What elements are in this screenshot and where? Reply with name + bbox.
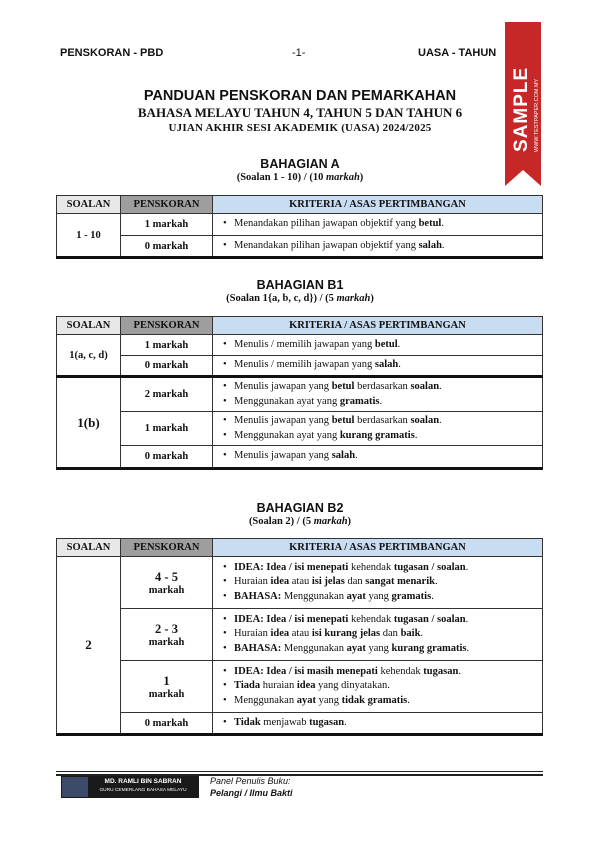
panel-label: Panel Penulis Buku: xyxy=(210,776,291,786)
col-penskoran: PENSKORAN xyxy=(121,196,213,214)
col-kriteria: KRITERIA / ASAS PERTIMBANGAN xyxy=(213,317,543,335)
title-line-2: BAHASA MELAYU TAHUN 4, TAHUN 5 DAN TAHUN 6 xyxy=(137,105,463,120)
mark-cell: 2 markah xyxy=(121,377,213,412)
mark-cell: 1 markah xyxy=(121,661,213,713)
soalan-cell: 1(b) xyxy=(57,377,121,469)
mark-cell: 1 markah xyxy=(121,335,213,356)
sample-label: SAMPLE xyxy=(511,66,532,152)
col-penskoran: PENSKORAN xyxy=(121,317,213,335)
header-right: UASA - TAHUN xyxy=(418,47,497,59)
criteria-cell: • Menulis jawapan yang betul berdasarkan soalan. • Menggunakan ayat yang gramatis. xyxy=(213,377,543,412)
document-title xyxy=(60,88,540,134)
title-line-1: PANDUAN PENSKORAN DAN PEMARKAHAN xyxy=(143,88,457,104)
page-number: -1- xyxy=(292,47,306,59)
col-kriteria: KRITERIA / ASAS PERTIMBANGAN xyxy=(213,539,543,557)
sample-url: WWW.TESTPAPER.COM.MY xyxy=(534,78,540,152)
mark-cell: 1 markah xyxy=(121,214,213,236)
section-a-table xyxy=(56,195,543,259)
soalan-cell: 1 - 10 xyxy=(57,214,121,258)
col-soalan: SOALAN xyxy=(57,196,121,214)
section-b1-heading xyxy=(60,278,540,304)
criteria-cell: • IDEA: Idea / isi menepati kehendak tugasan / soalan. • Huraian idea atau isi kurang jelas dan baik. • BAHASA: Menggunakan ayat yang kurang gramatis. xyxy=(213,609,543,661)
page-header xyxy=(60,47,560,63)
soalan-cell: 1(a, c, d) xyxy=(57,335,121,377)
author-photo xyxy=(62,777,88,797)
section-b1-title: BAHAGIAN B1 xyxy=(256,278,344,292)
col-kriteria: KRITERIA / ASAS PERTIMBANGAN xyxy=(213,196,543,214)
mark-cell: 1 markah xyxy=(121,412,213,446)
section-b2-title: BAHAGIAN B2 xyxy=(256,501,344,515)
section-b1-subtitle: (Soalan 1{a, b, c, d}) / (5 markah) xyxy=(226,293,374,304)
criteria-cell: • Tidak menjawab tugasan. xyxy=(213,713,543,735)
criteria-cell: • Menulis / memilih jawapan yang salah. xyxy=(213,356,543,377)
soalan-cell: 2 xyxy=(57,557,121,735)
criteria-cell: • Menulis jawapan yang salah. xyxy=(213,446,543,469)
section-b2-table xyxy=(56,538,543,736)
panel-value: Pelangi / Ilmu Bakti xyxy=(210,788,293,798)
section-b2-subtitle: (Soalan 2) / (5 markah) xyxy=(248,516,352,527)
header-left: PENSKORAN - PBD xyxy=(60,47,164,59)
mark-cell: 0 markah xyxy=(121,356,213,377)
section-b1-table xyxy=(56,316,543,470)
criteria-cell: • Menulis / memilih jawapan yang betul. xyxy=(213,335,543,356)
footer-divider xyxy=(56,771,543,772)
col-soalan: SOALAN xyxy=(57,317,121,335)
mark-cell: 4 - 5 markah xyxy=(121,557,213,609)
criteria-cell: • Menulis jawapan yang betul berdasarkan soalan. • Menggunakan ayat yang kurang gramatis. xyxy=(213,412,543,446)
criteria-cell: • Menandakan pilihan jawapan objektif yang betul. xyxy=(213,214,543,236)
author-title: GURU CEMERLANG BAHASA MELAYU xyxy=(99,788,187,793)
criteria-cell: • IDEA: Idea / isi masih menepati kehendak tugasan. • Tiada huraian idea yang dinyatakan. • Menggunakan ayat yang tidak gramatis. xyxy=(213,661,543,713)
title-line-3: UJIAN AKHIR SESI AKADEMIK (UASA) 2024/2025 xyxy=(168,122,432,134)
mark-cell: 0 markah xyxy=(121,713,213,735)
panel-info xyxy=(210,776,293,798)
mark-cell: 0 markah xyxy=(121,236,213,258)
section-a-subtitle: (Soalan 1 - 10) / (10 markah) xyxy=(236,172,364,183)
section-a-heading xyxy=(60,157,540,183)
author-badge xyxy=(61,776,199,798)
author-name: MD. RAMLI BIN SABRAN xyxy=(104,778,182,785)
section-a-title: BAHAGIAN A xyxy=(260,157,340,171)
criteria-cell: • IDEA: Idea / isi menepati kehendak tugasan / soalan. • Huraian idea atau isi jelas dan sangat menarik. • BAHASA: Menggunakan ayat yang gramatis. xyxy=(213,557,543,609)
col-penskoran: PENSKORAN xyxy=(121,539,213,557)
criteria-cell: • Menandakan pilihan jawapan objektif yang salah. xyxy=(213,236,543,258)
col-soalan: SOALAN xyxy=(57,539,121,557)
section-b2-heading xyxy=(60,501,540,527)
mark-cell: 0 markah xyxy=(121,446,213,469)
mark-cell: 2 - 3 markah xyxy=(121,609,213,661)
